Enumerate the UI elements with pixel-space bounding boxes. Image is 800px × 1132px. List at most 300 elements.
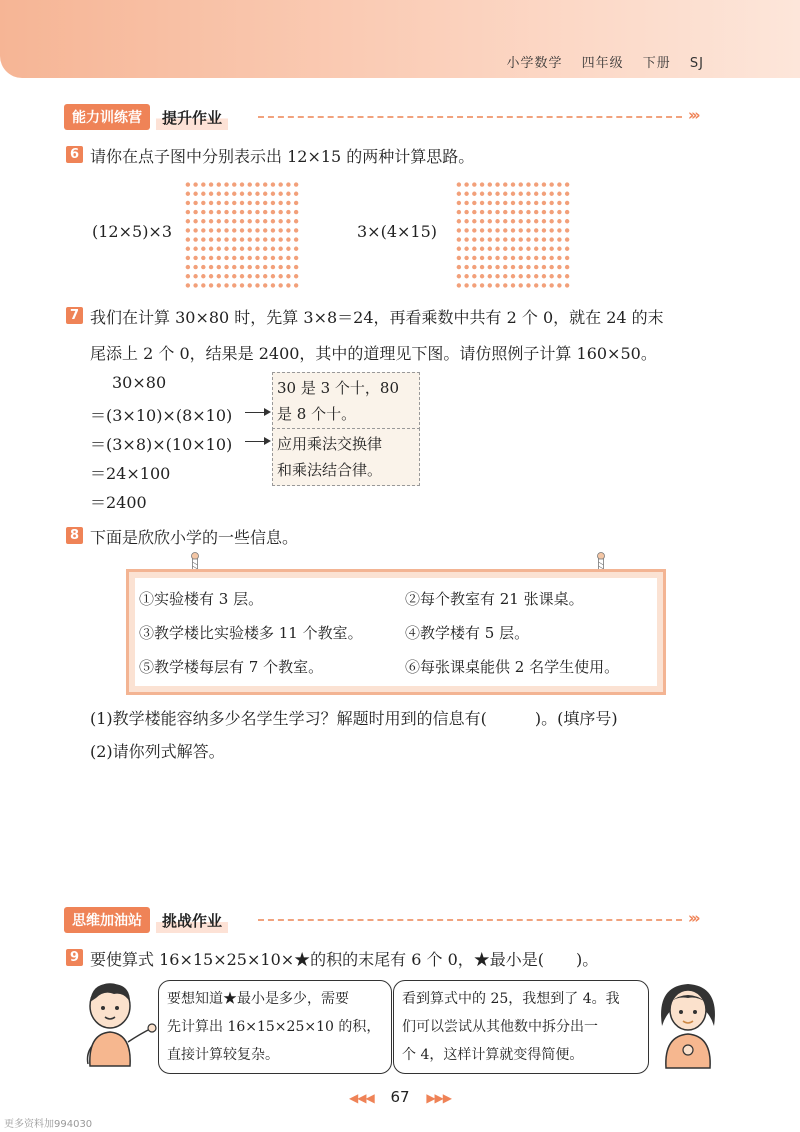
grid-dot [503, 237, 507, 241]
grid-dot [193, 237, 197, 241]
grid-dot [495, 265, 499, 269]
grid-dot [255, 219, 259, 223]
grid-dot [271, 256, 275, 260]
grid-dot [488, 219, 492, 223]
grid-dot [503, 182, 507, 186]
answer-area[interactable] [90, 770, 690, 890]
grid-dot [464, 210, 468, 214]
right-arrows-icon: ▶▶▶ [426, 1091, 452, 1105]
grid-dot [294, 274, 298, 278]
grid-dot [240, 228, 244, 232]
grid-dot [472, 256, 476, 260]
grid-dot [240, 265, 244, 269]
volume-label: 下册 [642, 56, 671, 71]
info-item: ①实验楼有 3 层。 [139, 590, 264, 608]
grid-dot [217, 182, 221, 186]
grid-dot [549, 265, 553, 269]
grid-dot [542, 237, 546, 241]
grid-dot [286, 283, 290, 287]
grid-dot [232, 201, 236, 205]
grid-dot [480, 192, 484, 196]
grid-dot [294, 228, 298, 232]
grid-dot [271, 219, 275, 223]
grid-dot [248, 219, 252, 223]
grid-dot [534, 182, 538, 186]
grid-dot [549, 256, 553, 260]
grid-dot [232, 265, 236, 269]
grid-dot [488, 201, 492, 205]
grid-dot [464, 182, 468, 186]
grid-dot [294, 247, 298, 251]
grid-dot [549, 274, 553, 278]
grid-dot [511, 210, 515, 214]
grid-dot [519, 256, 523, 260]
question-number: 6 [66, 146, 83, 163]
grid-dot [186, 265, 190, 269]
grid-dot [263, 256, 267, 260]
grid-dot [565, 256, 569, 260]
grid-dot [294, 283, 298, 287]
grid-dot [201, 247, 205, 251]
grid-dot [240, 192, 244, 196]
grid-dot [565, 265, 569, 269]
grid-dot [186, 274, 190, 278]
step-3: ＝(3×8)×(10×10) [90, 435, 233, 454]
grid-dot [209, 274, 213, 278]
grid-dot [255, 182, 259, 186]
grid-dot [263, 283, 267, 287]
bubble-right-line: 个 4，这样计算就变得简便。 [402, 1047, 584, 1063]
grid-dot [255, 274, 259, 278]
grid-dot [248, 192, 252, 196]
dot-grid-left[interactable] [184, 180, 300, 290]
grid-dot [565, 228, 569, 232]
grid-dot [286, 265, 290, 269]
dot-grid-right[interactable] [455, 180, 571, 290]
grid-dot [511, 283, 515, 287]
grid-dot [232, 210, 236, 214]
grid-dot [519, 201, 523, 205]
grid-dot [240, 210, 244, 214]
chevron-right-icon: ››› [688, 106, 698, 124]
section-tag-main: 思维加油站 [64, 907, 150, 933]
grid-dot [542, 274, 546, 278]
section-tag-challenge [64, 908, 704, 932]
grid-dot [248, 265, 252, 269]
grid-dot [488, 237, 492, 241]
grid-dot [193, 274, 197, 278]
grid-dot [278, 201, 282, 205]
grid-dot [240, 256, 244, 260]
grid-dot [255, 228, 259, 232]
grid-dot [557, 192, 561, 196]
grid-dot [286, 228, 290, 232]
grid-dot [248, 182, 252, 186]
question-9-text: 要使算式 16×15×25×10×★的积的末尾有 6 个 0，★最小是( )。 [90, 950, 599, 969]
arrow-right-icon [245, 441, 269, 442]
grid-dot [534, 274, 538, 278]
grid-dot [232, 274, 236, 278]
grid-dot [186, 283, 190, 287]
page-footer [0, 1088, 800, 1106]
grid-dot [557, 219, 561, 223]
grid-dot [271, 265, 275, 269]
speech-bubble-left [158, 980, 392, 1074]
grid-dot [240, 274, 244, 278]
grid-dot [464, 237, 468, 241]
grid-dot [294, 265, 298, 269]
grid-dot [480, 228, 484, 232]
grid-dot [278, 265, 282, 269]
grid-dot [503, 192, 507, 196]
section-tag-sub: 提升作业 [156, 105, 228, 130]
grid-dot [217, 237, 221, 241]
grid-dot [201, 228, 205, 232]
grid-dot [217, 219, 221, 223]
grid-dot [534, 192, 538, 196]
info-item: ⑤教学楼每层有 7 个教室。 [139, 658, 324, 676]
grid-dot [488, 265, 492, 269]
grid-dot [488, 274, 492, 278]
grid-dot [240, 247, 244, 251]
grid-dot [232, 247, 236, 251]
grid-dot [480, 256, 484, 260]
grid-dot [263, 274, 267, 278]
grid-dot [209, 265, 213, 269]
grid-dot [557, 274, 561, 278]
grid-dot [240, 201, 244, 205]
grid-dot [557, 265, 561, 269]
grid-dot [271, 228, 275, 232]
grid-dot [271, 247, 275, 251]
grid-dot [542, 219, 546, 223]
grid-dot [534, 201, 538, 205]
note-box-1 [272, 372, 420, 430]
grid-dot [248, 247, 252, 251]
grid-dot [193, 247, 197, 251]
grid-dot [503, 228, 507, 232]
grid-dot [519, 182, 523, 186]
grid-dot [457, 210, 461, 214]
grid-dot [480, 182, 484, 186]
grid-dot [503, 265, 507, 269]
grid-dot [495, 192, 499, 196]
grid-dot [549, 219, 553, 223]
grid-dot [488, 247, 492, 251]
grid-dot [271, 201, 275, 205]
grid-dot [286, 237, 290, 241]
grid-dot [248, 237, 252, 241]
grid-dot [495, 247, 499, 251]
grid-dot [294, 192, 298, 196]
grid-dot [495, 219, 499, 223]
grid-dot [488, 210, 492, 214]
grid-dot [286, 256, 290, 260]
grid-dot [542, 256, 546, 260]
note-box-2 [272, 428, 420, 486]
grid-dot [457, 256, 461, 260]
edition-label: SJ [689, 56, 704, 71]
grid-dot [526, 256, 530, 260]
note-1-line2: 是 8 个十。 [277, 405, 357, 423]
grid-dot [201, 219, 205, 223]
grid-dot [511, 201, 515, 205]
grid-dot [495, 237, 499, 241]
grid-dot [480, 201, 484, 205]
grid-dot [488, 192, 492, 196]
grid-dot [186, 219, 190, 223]
grid-dot [263, 219, 267, 223]
grid-dot [549, 201, 553, 205]
grid-dot [240, 283, 244, 287]
grid-dot [472, 182, 476, 186]
grid-dot [519, 228, 523, 232]
grid-dot [224, 210, 228, 214]
grid-dot [278, 237, 282, 241]
grid-dot [240, 182, 244, 186]
grid-dot [457, 265, 461, 269]
grid-dot [511, 219, 515, 223]
grid-dot [248, 201, 252, 205]
grid-dot [480, 274, 484, 278]
grid-dot [193, 256, 197, 260]
grid-dot [286, 247, 290, 251]
grid-dot [457, 201, 461, 205]
section-tag-practice [64, 105, 704, 129]
grid-dot [549, 237, 553, 241]
arrow-right-icon [245, 412, 269, 413]
grid-dot [209, 228, 213, 232]
grid-dot [526, 219, 530, 223]
grid-dot [248, 210, 252, 214]
grid-dot [557, 182, 561, 186]
grid-dot [201, 237, 205, 241]
grid-dot [511, 182, 515, 186]
grid-dot [472, 219, 476, 223]
info-item: ④教学楼有 5 层。 [405, 624, 530, 642]
grid-dot [480, 237, 484, 241]
grid-dot [472, 201, 476, 205]
grid-dot [263, 237, 267, 241]
step-5: ＝2400 [90, 493, 147, 512]
grid-dot [464, 265, 468, 269]
grid-dot [472, 274, 476, 278]
grid-dot [209, 192, 213, 196]
section-divider [258, 919, 682, 921]
grid-dot [263, 265, 267, 269]
grid-dot [519, 192, 523, 196]
header-info [492, 52, 704, 71]
grid-dot [511, 274, 515, 278]
info-board [126, 569, 666, 695]
grid-dot [503, 247, 507, 251]
grid-dot [248, 256, 252, 260]
grid-dot [472, 265, 476, 269]
grid-dot [549, 210, 553, 214]
grid-dot [549, 283, 553, 287]
grid-dot [488, 256, 492, 260]
grid-dot [464, 247, 468, 251]
step-1: 30×80 [112, 373, 167, 392]
grid-dot [565, 274, 569, 278]
grid-dot [457, 228, 461, 232]
grid-dot [217, 201, 221, 205]
info-item: ⑥每张课桌能供 2 名学生使用。 [405, 658, 620, 676]
grid-dot [255, 256, 259, 260]
grid-dot [263, 210, 267, 214]
grid-dot [286, 201, 290, 205]
grid-dot [511, 228, 515, 232]
grid-dot [224, 247, 228, 251]
grid-dot [542, 247, 546, 251]
grid-dot [224, 192, 228, 196]
grid-dot [557, 228, 561, 232]
grid-dot [557, 256, 561, 260]
grid-dot [542, 192, 546, 196]
grid-dot [557, 210, 561, 214]
grid-dot [232, 228, 236, 232]
grid-dot [526, 237, 530, 241]
grid-dot [278, 182, 282, 186]
grid-dot [271, 210, 275, 214]
grid-dot [209, 219, 213, 223]
grid-dot [217, 192, 221, 196]
bubble-left-line: 要想知道★最小是多少，需要 [167, 991, 349, 1007]
grid-dot [209, 182, 213, 186]
grid-dot [255, 247, 259, 251]
grid-dot [565, 237, 569, 241]
grid-dot [534, 247, 538, 251]
grid-dot [271, 274, 275, 278]
grid-dot [565, 201, 569, 205]
note-2-line2: 和乘法结合律。 [277, 461, 383, 479]
grid-dot [294, 237, 298, 241]
grid-dot [549, 247, 553, 251]
grid-dot [464, 274, 468, 278]
grid-dot [286, 182, 290, 186]
grid-dot [526, 201, 530, 205]
grid-dot [193, 182, 197, 186]
grid-dot [511, 247, 515, 251]
info-item: ②每个教室有 21 张课桌。 [405, 590, 584, 608]
grid-dot [263, 247, 267, 251]
grid-dot [457, 247, 461, 251]
grid-dot [201, 274, 205, 278]
grid-dot [278, 210, 282, 214]
grid-dot [255, 237, 259, 241]
chevron-right-icon: ››› [688, 909, 698, 927]
grid-dot [457, 237, 461, 241]
grid-dot [209, 283, 213, 287]
grid-dot [217, 210, 221, 214]
question-number: 8 [66, 527, 83, 544]
grid-dot [263, 192, 267, 196]
grid-dot [464, 228, 468, 232]
grid-dot [263, 182, 267, 186]
grid-dot [278, 274, 282, 278]
grid-dot [565, 247, 569, 251]
grid-dot [217, 247, 221, 251]
grid-dot [286, 274, 290, 278]
grid-dot [488, 228, 492, 232]
grid-dot [488, 182, 492, 186]
grid-dot [201, 182, 205, 186]
grid-dot [503, 256, 507, 260]
grid-dot [217, 283, 221, 287]
grid-dot [542, 228, 546, 232]
grid-dot [294, 210, 298, 214]
grid-dot [232, 192, 236, 196]
grid-dot [278, 256, 282, 260]
grid-dot [201, 265, 205, 269]
question-number: 9 [66, 949, 83, 966]
grid-dot [480, 265, 484, 269]
watermark: 更多资料加994030 [4, 1119, 93, 1130]
grid-dot [457, 182, 461, 186]
grid-dot [488, 283, 492, 287]
grid-dot [240, 237, 244, 241]
grid-dot [519, 219, 523, 223]
grid-dot [201, 201, 205, 205]
girl-avatar [648, 976, 728, 1076]
grid-dot [480, 219, 484, 223]
dot-label-right: 3×(4×15) [357, 222, 438, 241]
grid-dot [526, 182, 530, 186]
grid-dot [457, 283, 461, 287]
bubble-right-line: 们可以尝试从其他数中拆分出一 [402, 1019, 598, 1035]
grid-dot [186, 201, 190, 205]
grid-dot [565, 219, 569, 223]
bubble-right-line: 看到算式中的 25，我想到了 4。我 [402, 991, 620, 1007]
grid-dot [224, 228, 228, 232]
grid-dot [201, 192, 205, 196]
grid-dot [217, 256, 221, 260]
grid-dot [472, 192, 476, 196]
grid-dot [542, 283, 546, 287]
grid-dot [480, 283, 484, 287]
grid-dot [457, 274, 461, 278]
grid-dot [495, 182, 499, 186]
grid-dot [549, 228, 553, 232]
grid-dot [511, 192, 515, 196]
section-divider [258, 116, 682, 118]
grid-dot [193, 219, 197, 223]
grid-dot [519, 274, 523, 278]
grid-dot [186, 228, 190, 232]
grid-dot [534, 283, 538, 287]
grid-dot [503, 274, 507, 278]
grid-dot [286, 210, 290, 214]
subject-label: 小学数学 [506, 56, 563, 71]
question-number: 7 [66, 307, 83, 324]
grid-dot [248, 274, 252, 278]
grid-dot [248, 283, 252, 287]
grid-dot [263, 228, 267, 232]
grid-dot [224, 256, 228, 260]
step-4: ＝24×100 [90, 464, 171, 483]
step-2: ＝(3×10)×(8×10) [90, 406, 233, 425]
grid-dot [557, 237, 561, 241]
grid-dot [472, 247, 476, 251]
question-8-sub2: (2)请你列式解答。 [90, 742, 225, 761]
grid-dot [526, 247, 530, 251]
grid-dot [519, 265, 523, 269]
grid-dot [534, 219, 538, 223]
grid-dot [186, 237, 190, 241]
grid-dot [271, 182, 275, 186]
grid-dot [457, 219, 461, 223]
grid-dot [472, 283, 476, 287]
